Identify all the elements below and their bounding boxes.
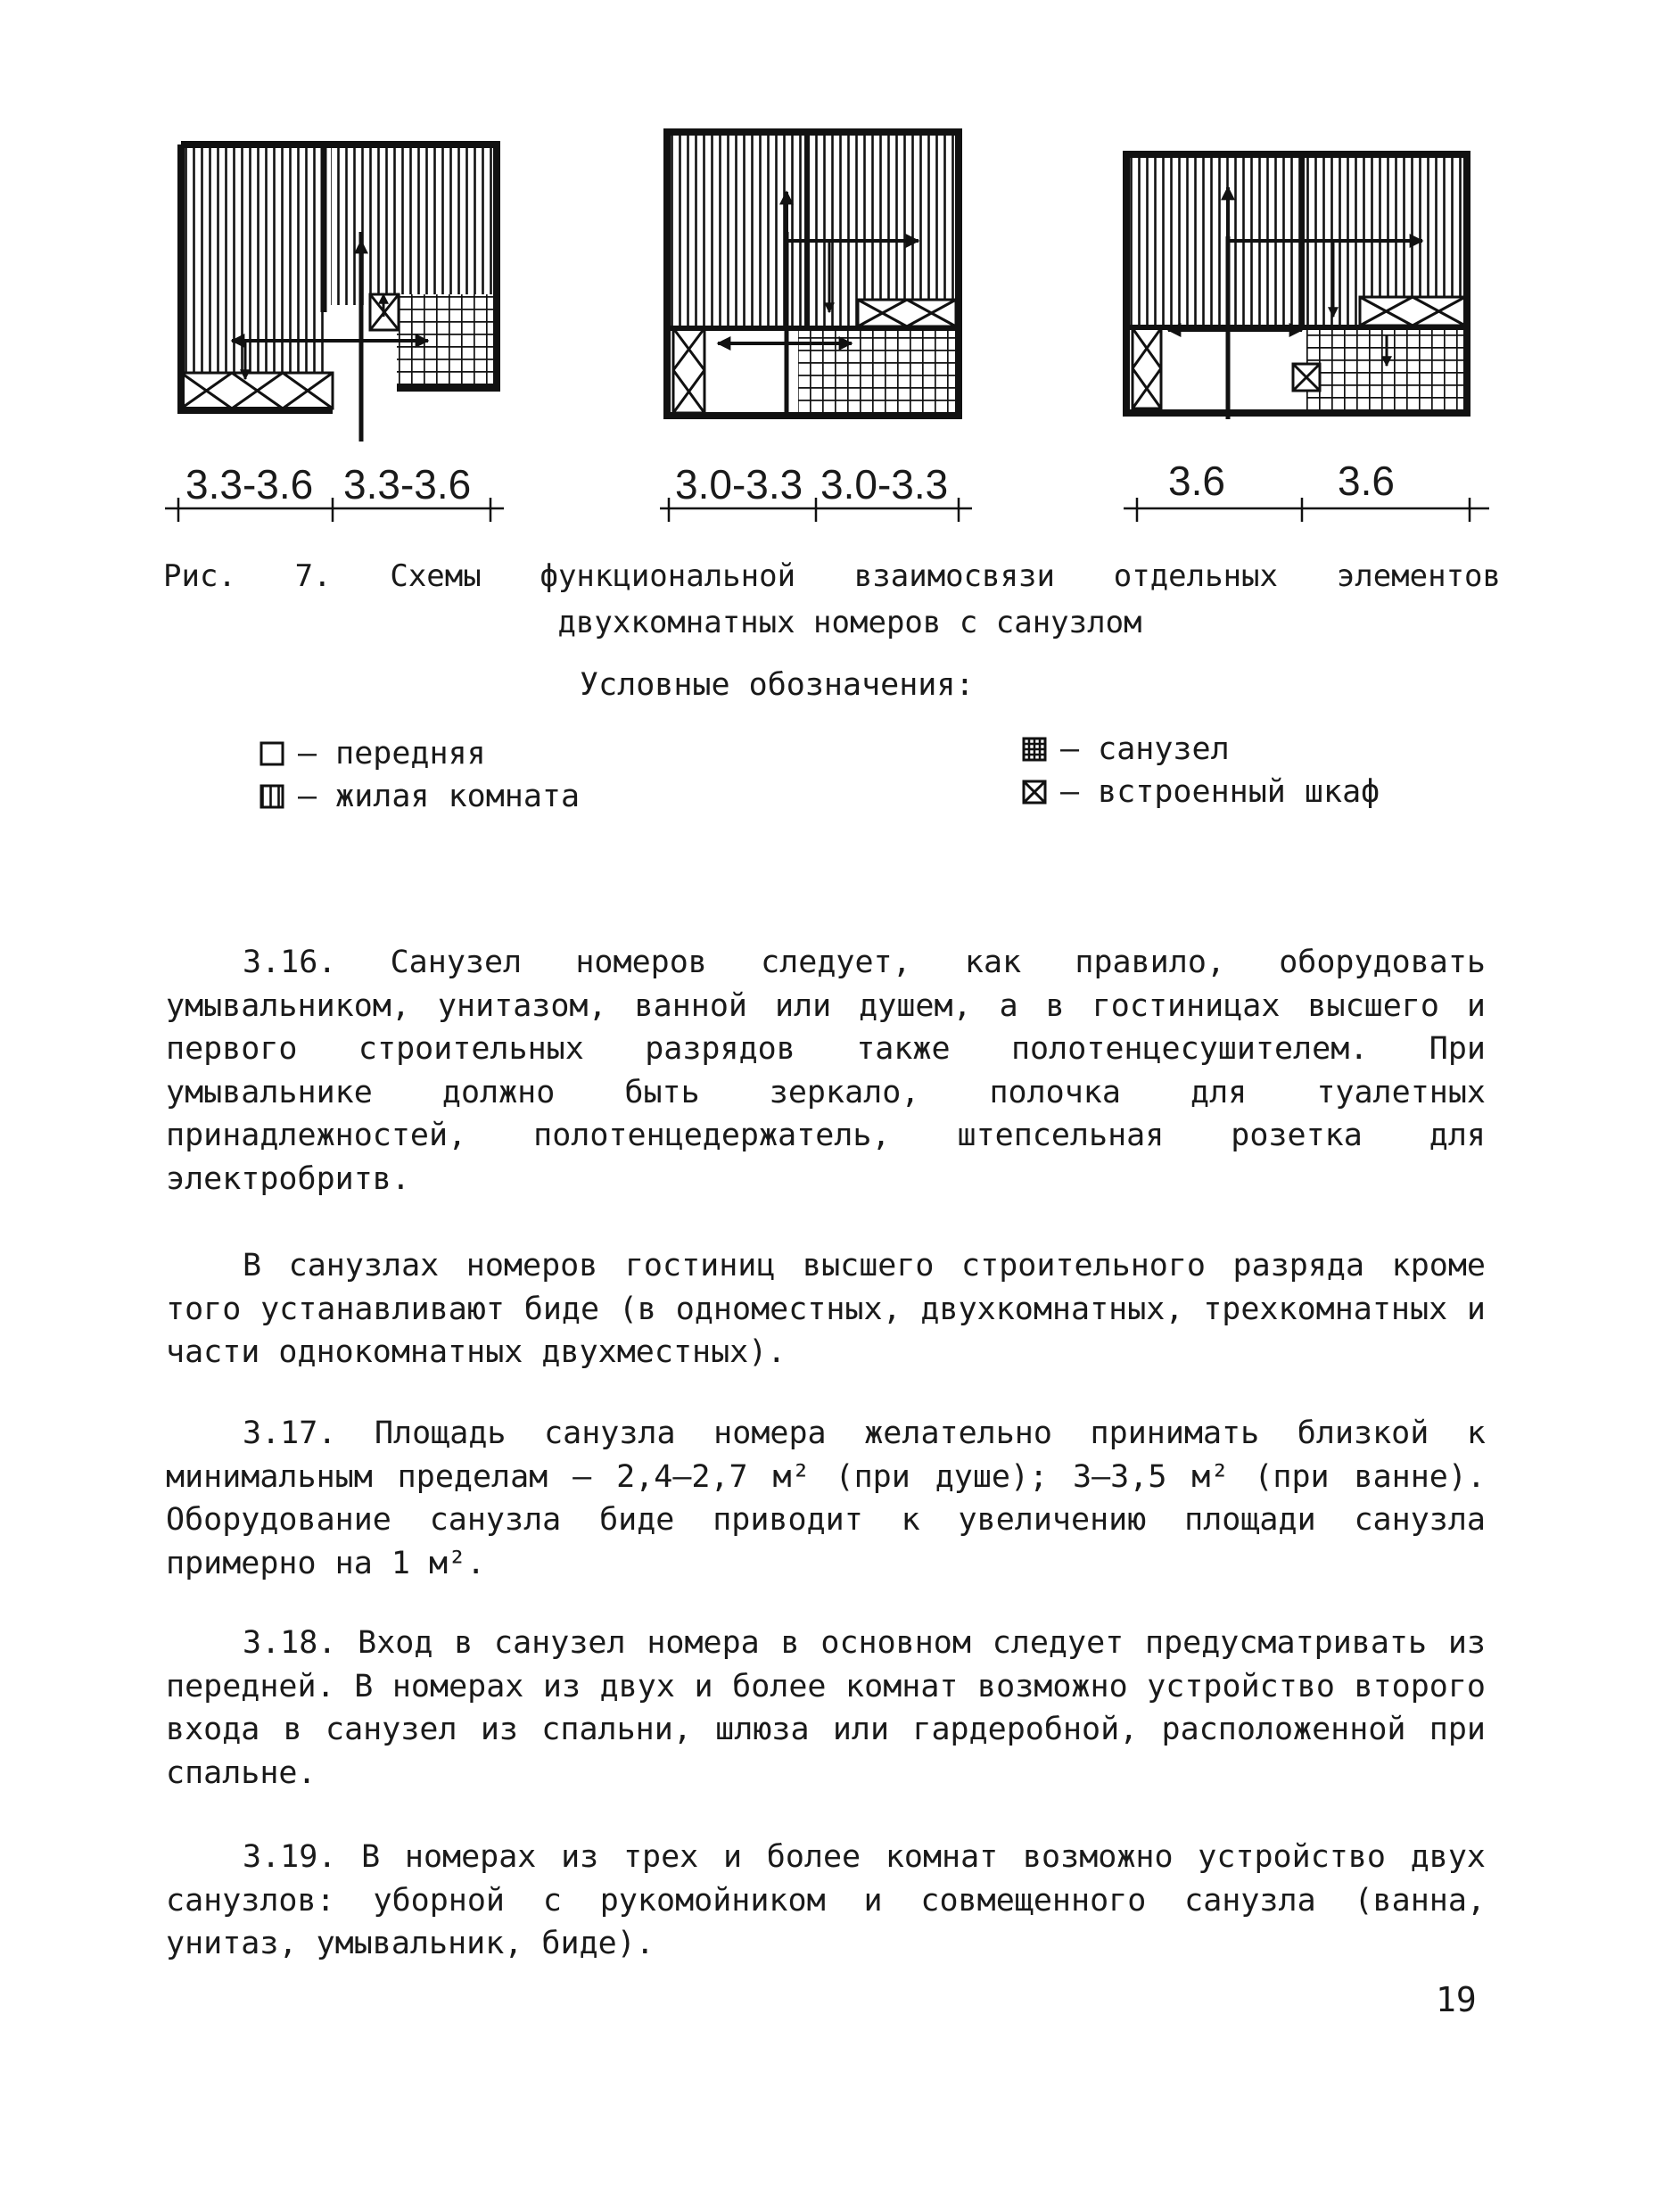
legend-label: – санузел <box>1060 731 1230 767</box>
floor-plan-3 <box>1119 147 1476 424</box>
paragraph-3-19: 3.19. В номерах из трех и более комнат возможно устройство двух санузлов: уборной с рукомойником и совмещенного санузла (ванна, унитаз, умывальник, биде). <box>166 1839 1486 1961</box>
floor-plan-1 <box>174 134 522 446</box>
legend-item-closet <box>1021 774 1380 810</box>
paragraph-3-18: 3.18. Вход в санузел номера в основном следует предусматривать из передней. В номерах из двух и более комнат возможно устройство второго входа в санузел из спальни, шлюза или гардеробной, расположенной при спальне. <box>166 1625 1486 1791</box>
dimension-label: 3.0-3.3 <box>675 461 803 508</box>
vertical-hatch-icon <box>259 783 285 810</box>
dimension-label: 3.0-3.3 <box>820 461 949 508</box>
dimension-label: 3.3-3.6 <box>343 461 472 508</box>
dimension-label: 3.3-3.6 <box>185 461 314 508</box>
empty-square-icon <box>259 740 285 767</box>
legend-item-living-room <box>259 779 580 814</box>
paragraph-bidet: В санузлах номеров гостиниц высшего строительного разряда кроме того устанавливают биде (в одноместных, двухкомнатных, трехкомнатных и части однокомнатных двухместных). <box>166 1248 1486 1370</box>
dimension-label: 3.6 <box>1338 458 1395 504</box>
legend-item-bathroom <box>1021 731 1230 767</box>
dimension-label: 3.6 <box>1168 458 1225 504</box>
legend-label: – встроенный шкаф <box>1060 774 1380 810</box>
paragraph-3-17: 3.17. Площадь санузла номера желательно принимать близкой к минимальным пределам – 2,4–2,7 м² (при душе); 3–3,5 м² (при ванне). Оборудование санузла биде приводит к увеличению площади санузла примерно на 1 м². <box>166 1416 1486 1581</box>
legend-label: – жилая комната <box>298 779 581 814</box>
floor-plan-2 <box>660 125 972 428</box>
figure-caption <box>163 553 1501 646</box>
legend-item-hall <box>259 736 486 772</box>
page-number: 19 <box>1436 1980 1477 2019</box>
legend-label: – передняя <box>298 736 486 772</box>
grid-hatch-icon <box>1021 736 1048 763</box>
caption-line-2: двухкомнатных номеров с санузлом <box>557 605 1142 640</box>
cross-box-icon <box>1021 779 1048 805</box>
paragraph-3-16: 3.16. Санузел номеров следует, как правило, оборудовать умывальником, унитазом, ванной или душем, а в гостиницах высшего и первого строительных разрядов также полотенцесушителем. При умывальнике должно быть зеркало, полочка для туалетных принадлежностей, полотенцедержатель, штепсельная розетка для электробритв. <box>166 945 1486 1197</box>
legend-title: Условные обозначения: <box>580 667 975 703</box>
caption-line-1: Рис. 7. Схемы функциональной взаимосвязи отдельных элементов <box>163 558 1501 594</box>
